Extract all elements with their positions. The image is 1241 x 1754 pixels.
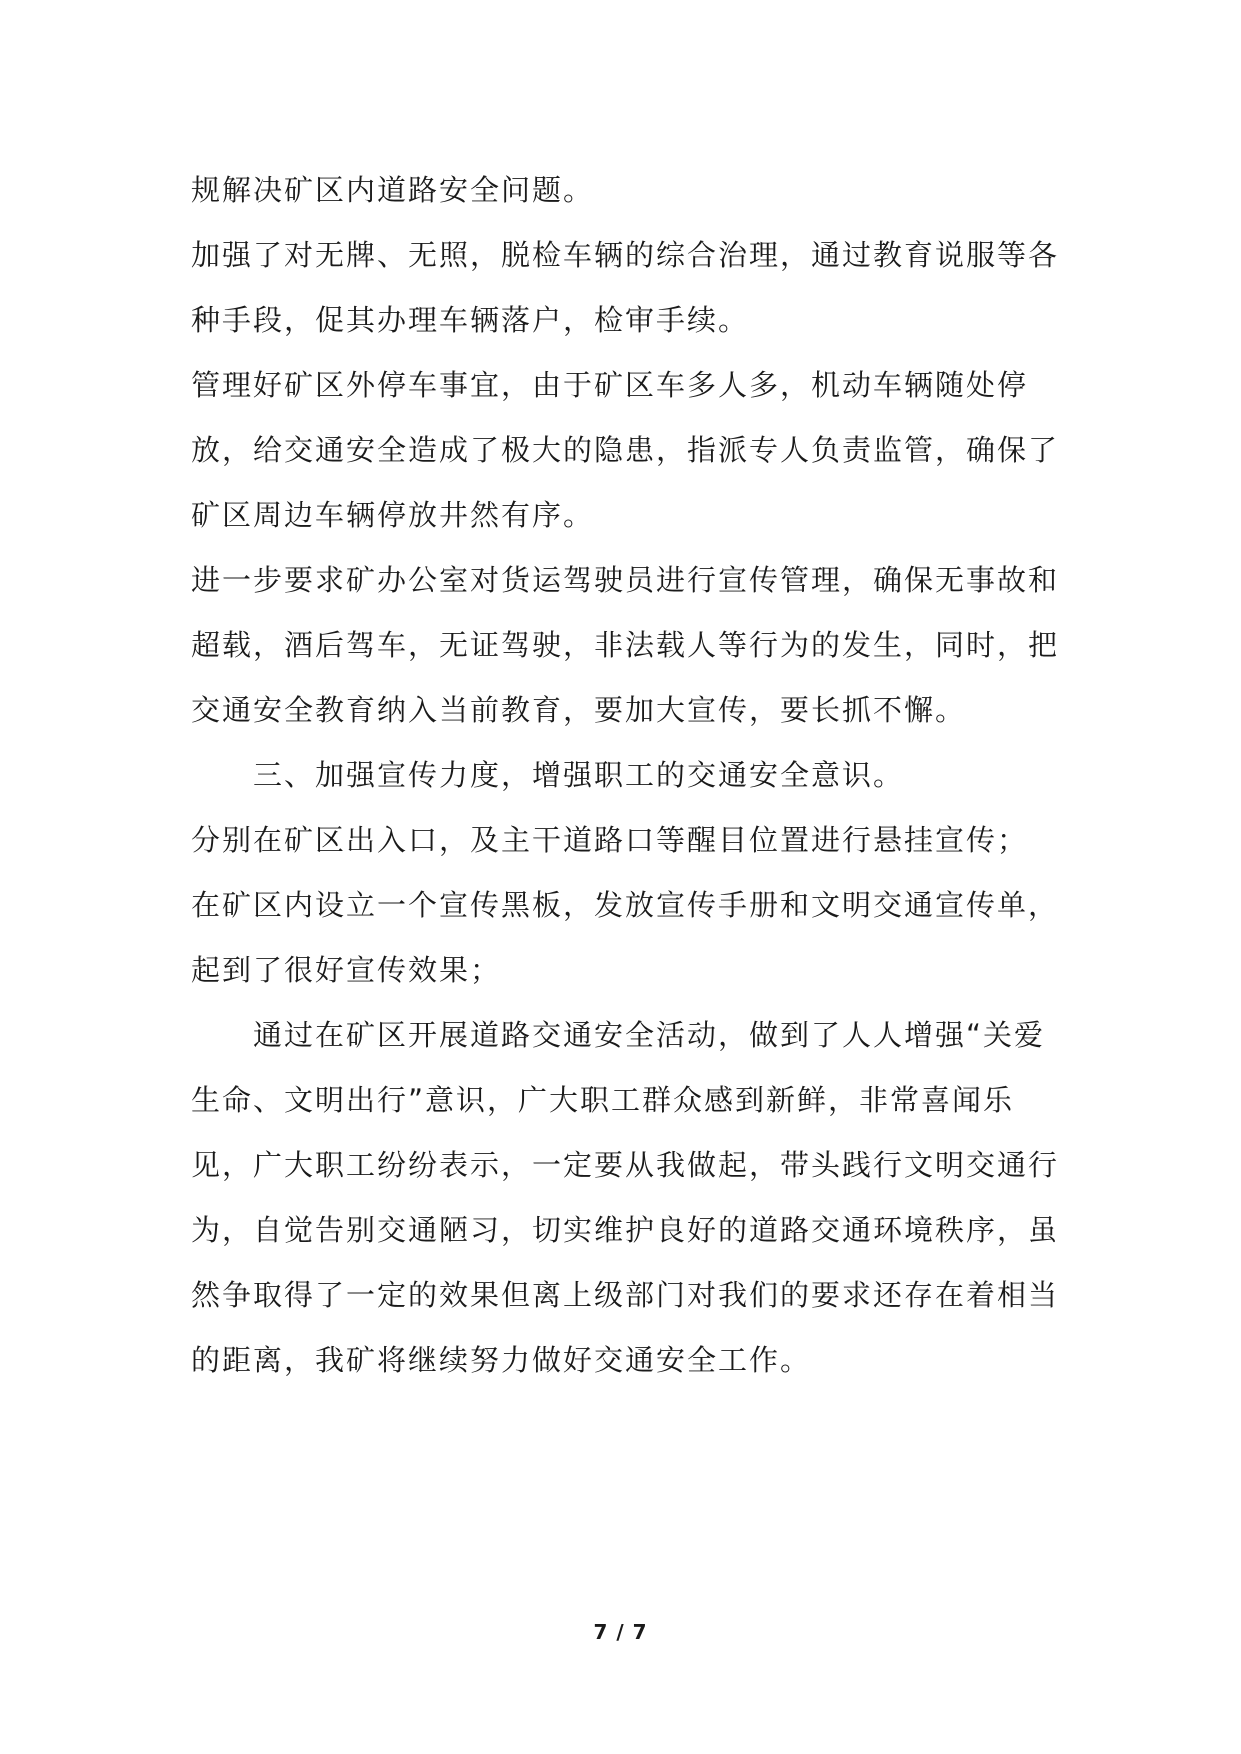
paragraph-2: 加强了对无牌、无照，脱检车辆的综合治理，通过教育说服等各种手段，促其办理车辆落户，检审手续。	[191, 238, 1060, 337]
paragraph-6: 分别在矿区出入口，及主干道路口等醒目位置进行悬挂宣传；	[191, 823, 1029, 857]
paragraph-7: 在矿区内设立一个宣传黑板，发放宣传手册和文明交通宣传单，起到了很好宣传效果；	[191, 888, 1060, 987]
document-body	[191, 158, 1071, 1393]
paragraph-1: 规解决矿区内道路安全问题。	[191, 173, 595, 207]
section-heading: 三、加强宣传力度，增强职工的交通安全意识。	[253, 758, 905, 792]
page-number: 7 / 7	[593, 1620, 648, 1644]
paragraph-3: 管理好矿区外停车事宜，由于矿区车多人多，机动车辆随处停放，给交通安全造成了极大的隐患，指派专人负责监管，确保了矿区周边车辆停放井然有序。	[191, 368, 1060, 532]
paragraph-8: 通过在矿区开展道路交通安全活动，做到了人人增强“关爱生命、文明出行”意识，广大职工群众感到新鲜，非常喜闻乐见，广大职工纷纷表示，一定要从我做起，带头践行文明交通行为，自觉告别交通陋习，切实维护良好的道路交通环境秩序，虽然争取得了一定的效果但离上级部门对我们的要求还存在着相当的距离，我矿将继续努力做好交通安全工作。	[191, 1018, 1060, 1377]
paragraph-4: 进一步要求矿办公室对货运驾驶员进行宣传管理，确保无事故和超载，酒后驾车，无证驾驶，非法载人等行为的发生，同时，把交通安全教育纳入当前教育，要加大宣传，要长抓不懈。	[191, 563, 1060, 727]
